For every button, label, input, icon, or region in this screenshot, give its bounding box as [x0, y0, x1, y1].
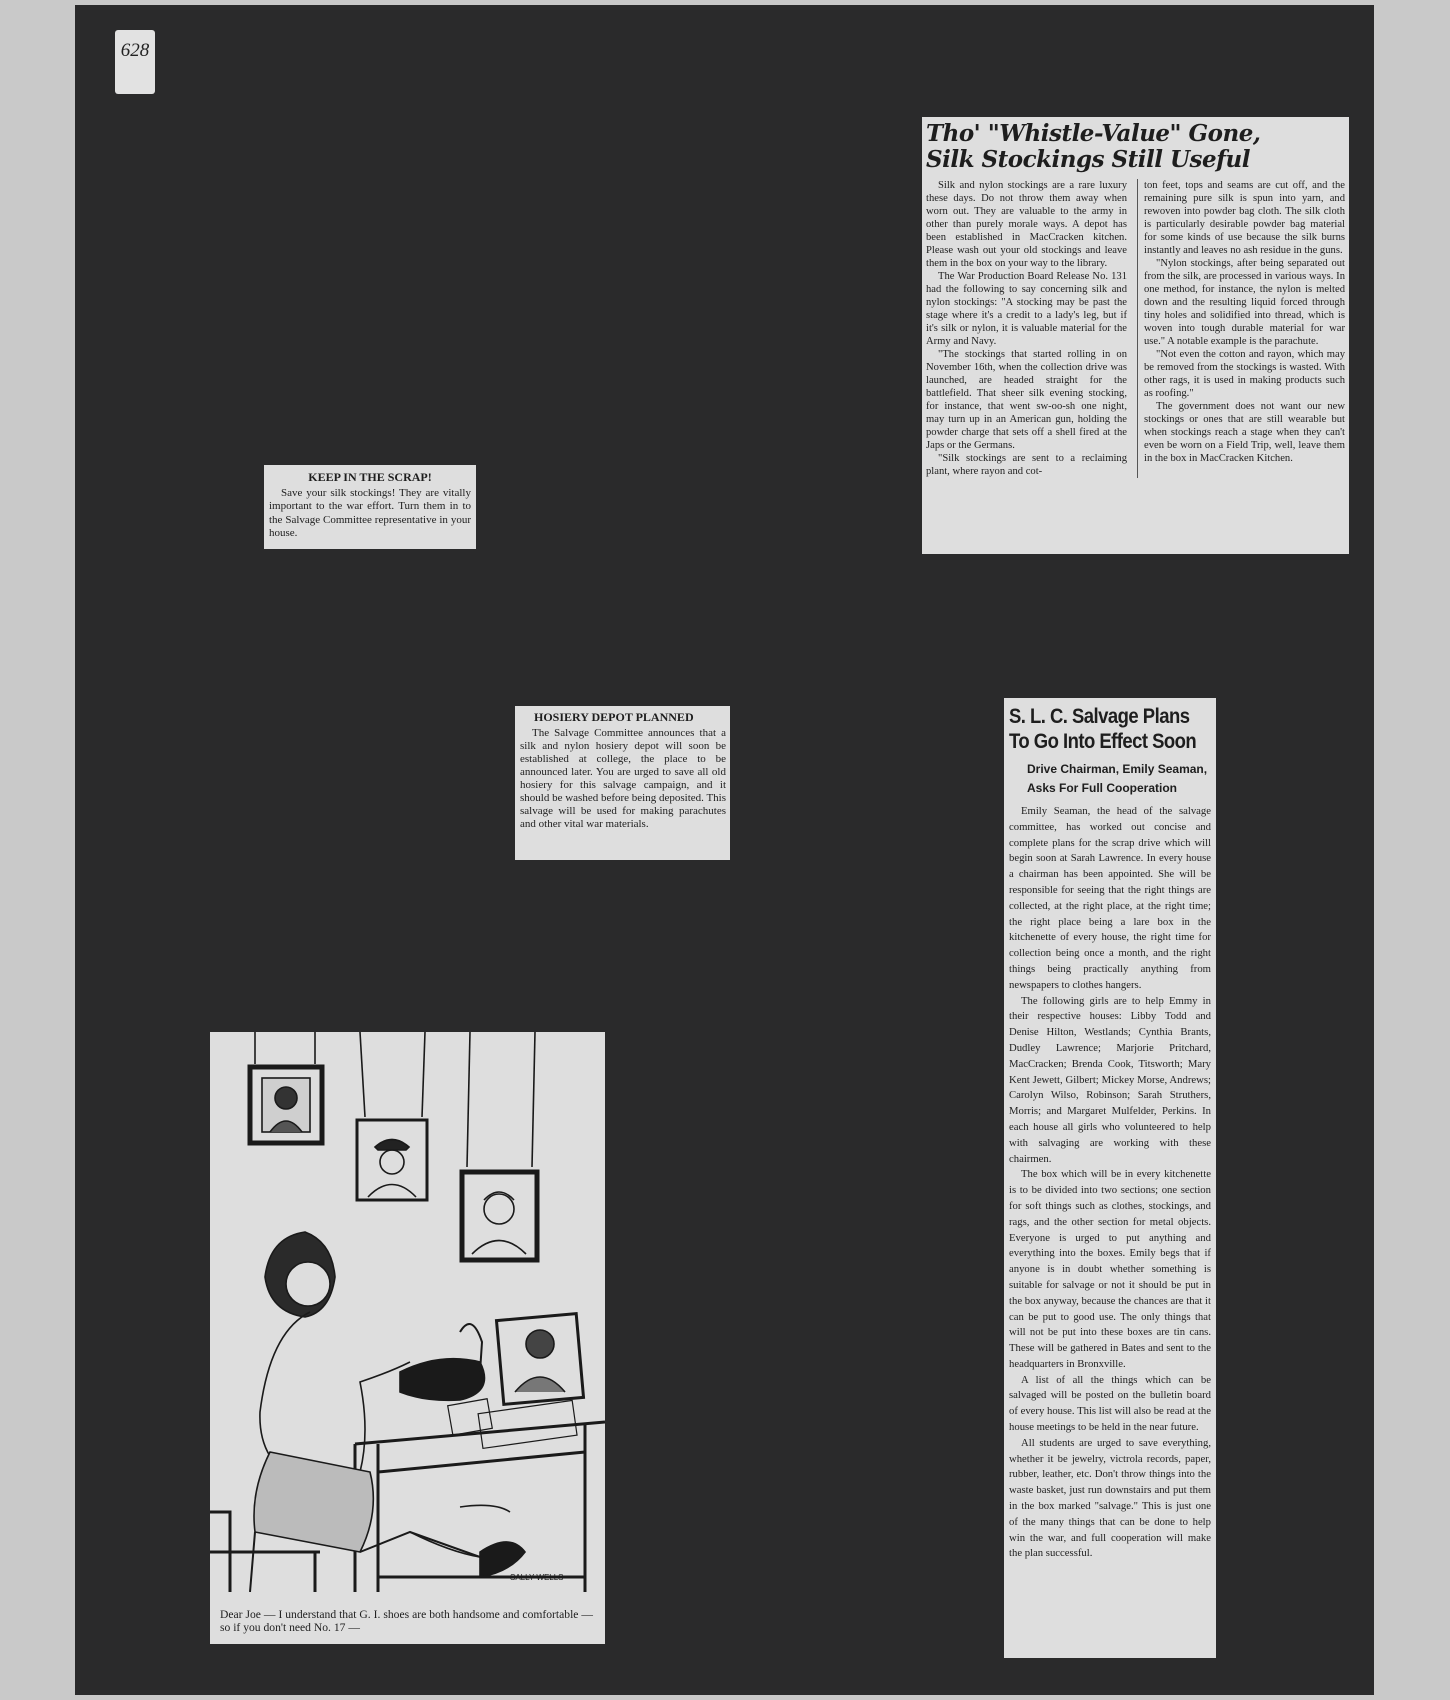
cartoon-caption: Dear Joe — I understand that G. I. shoes are both handsome and comfortable — so if you don't need No. 17 —: [220, 1608, 593, 1634]
paragraph: "Not even the cotton and rayon, which may be removed from the stockings is wasted. With other rags, it is used in making products such as roofing.": [1144, 349, 1345, 399]
paragraph: "Silk stockings are sent to a reclaiming plant, where rayon and cot-: [926, 453, 1127, 477]
page-number-tag: [115, 30, 155, 94]
subhead-line-2: Asks For Full Cooperation: [1027, 781, 1178, 795]
article-columns: [926, 179, 1345, 478]
shoes-on-desk: [400, 1324, 485, 1400]
clipping-hosiery-depot: [515, 706, 730, 860]
paragraph: All students are urged to save everything, whether it be jewelry, victrola records, paper, rubber, leather, etc. Don't throw things into the waste basket, just run downstairs and put them in the box marked "salvage." This is just one of the many things that can be done to help win the war, and full cooperation will make the plan successful.: [1009, 1436, 1211, 1560]
clipping-headline: [926, 121, 1345, 173]
paragraph: "The stockings that started rolling in on November 16th, when the collection drive was launched, are headed straight for the battlefield. That sheer silk evening stocking, for instance, that went sw-oo-sh one night, may turn up in an American gun, holding the powder charge that sets off a shell fired at the Japs or the Germans.: [926, 349, 1127, 451]
framed-portrait-1: [250, 1067, 322, 1143]
paragraph: The box which will be in every kitchenette is to be divided into two sections; one section for soft things such as clothes, stockings, and rags, and the other section for metal objects. Everyone is urged to put anything and everything into the boxes. Emily begs that if anyone is in doubt whether something is suitable for salvage or not it should be put in the box anyway, because the chances are that it can be put to good use. The only things that will not be put into these boxes are tin cans. These will be gathered in Bates and sent to the headquarters in Bronxville.: [1009, 1168, 1211, 1370]
article-column-1: [926, 179, 1127, 478]
subhead-line-1: Drive Chairman, Emily Seaman,: [1027, 762, 1208, 776]
clipping-headline: HOSIERY DEPOT PLANNED: [534, 710, 694, 724]
clipping-keep-in-scrap: [264, 465, 476, 549]
paragraph: Emily Seaman, the head of the salvage committee, has worked out concise and complete plans for the scrap drive which will begin soon at Sarah Lawrence. In every house a chairman has been appointed. She will be responsible for seeing that the right things are collected, at the right place, at the right time; the right place being a lare box in the kitchenette of every house, the right time for collection being once a month, and the right things being practically anything from newspapers to clothes hangers.: [1009, 805, 1211, 991]
girl-figure: [250, 1232, 525, 1592]
clipping-salvage-plans: [1004, 698, 1216, 1658]
clipping-headline: [1009, 704, 1211, 754]
clipping-silk-stockings: [922, 117, 1349, 554]
headline-line-2: To Go Into Effect Soon: [1009, 730, 1197, 753]
headline-line-2: Silk Stockings Still Useful: [926, 146, 1250, 173]
cartoon-illustration: [210, 1032, 605, 1592]
paragraph: "Nylon stockings, after being separated out from the silk, are processed in various ways. In one method, for instance, the nylon is melted down and the resulting liquid forced through tiny holes and solidified into thread, which is woven into tough durable material for war use." A notable example is the parachute.: [1144, 258, 1345, 347]
paragraph: ton feet, tops and seams are cut off, and the remaining pure silk is spun into yarn, and rewoven into powder bag cloth. The silk cloth is particularly desirable powder bag material for some kinds of use because the silk burns instantly and leaves no ash residue in the guns.: [1144, 180, 1345, 256]
clipping-headline: KEEP IN THE SCRAP!: [308, 470, 432, 484]
paragraph: The War Production Board Release No. 131 had the following to say concerning silk and nylon stockings: "A stocking may be past the stage where it's a credit to a lady's leg, but if it's silk or nylon, it is valuable material for the Army and Navy.: [926, 271, 1127, 347]
scrapbook-page: [75, 5, 1374, 1695]
page-number: 628: [120, 40, 150, 61]
paragraph: A list of all the things which can be salvaged will be posted on the bulletin board of every house. This list will also be read at the house meetings to be held in the near future.: [1009, 1373, 1211, 1434]
clipping-body: Save your silk stockings! They are vitally important to the war effort. Turn them in to the Salvage Committee representative in your house.: [269, 486, 471, 539]
desk-photo: [496, 1314, 583, 1405]
artist-signature: SALLY WELLS: [510, 1573, 564, 1582]
framed-portrait-3: [462, 1172, 537, 1260]
paragraph: Silk and nylon stockings are a rare luxury these days. Do not throw them away when worn out. They are valuable to the army in other than purely morale ways. A depot has been established in MacCracken kitchen. Please wash out your old stockings and leave them in the box on your way to the library.: [926, 180, 1127, 269]
article-column-2: [1137, 179, 1345, 478]
framed-portrait-2: [357, 1120, 427, 1200]
clipping-body: The Salvage Committee announces that a silk and nylon hosiery depot will soon be established at college, the place to be announced later. You are urged to save all old hosiery for this salvage campaign, and it should be washed before being deposited. This salvage will be used for making parachutes and other vital war materials.: [520, 727, 727, 830]
paragraph: The government does not want our new stockings or ones that are still wearable but when stockings reach a stage when they can't even be worn on a Field Trip, well, leave them in the box in MacCracken Kitchen.: [1144, 401, 1345, 464]
headline-line-1: S. L. C. Salvage Plans: [1009, 705, 1190, 728]
clipping-cartoon: [210, 1032, 605, 1644]
clipping-subhead: [1009, 760, 1211, 798]
paragraph: The following girls are to help Emmy in their respective houses: Libby Todd and Denise Hilton, Westlands; Cynthia Brants, Dudley Lawrence; Marjorie Pritchard, MacCracken; Brenda Cook, Titsworth; Mary Kent Jewett, Gilbert; Mickey Morse, Andrews; Carolyn Wilso, Robinson; Sarah Struthers, Morris; and Margaret Mulfelder, Perkins. In each house all girls who volunteered to help with salvaging are working with these chairmen.: [1009, 994, 1211, 1165]
headline-line-1: Tho' "Whistle-Value" Gone,: [926, 120, 1261, 147]
